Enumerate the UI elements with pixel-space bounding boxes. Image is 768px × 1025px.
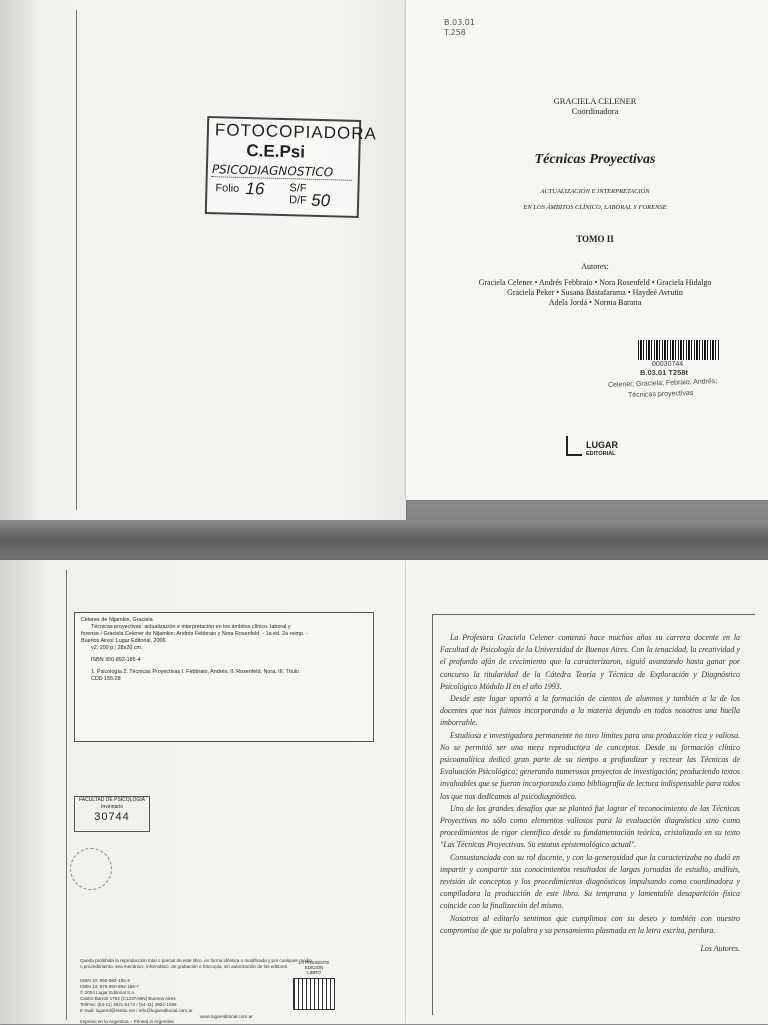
stamp-folio-label: Folio <box>215 182 240 195</box>
book-chamber-logo <box>286 960 342 1018</box>
book-title: Técnicas Proyectivas <box>534 152 656 167</box>
coordinator-name: GRACIELA CELENER <box>553 96 637 106</box>
catalog-line: Celener de Nijamkin, Graciela <box>81 617 153 623</box>
prologue-text <box>440 632 740 955</box>
stamp-df-label: D/F <box>288 194 308 207</box>
handnote-call-1: B.03.01 <box>444 18 475 27</box>
page-fold-line <box>76 10 77 510</box>
book-icon <box>293 978 335 1010</box>
publisher-sub: EDITORIAL <box>586 451 616 457</box>
book-volume: TOMO II <box>576 234 614 244</box>
printed-in: Impreso en la Argentina – Printed in Argentina <box>80 1019 174 1024</box>
isbn-13: ISBN 13: 978-950-892-185-7 <box>80 984 139 989</box>
page-title-page <box>406 0 768 500</box>
prologue-paragraph: Uno de los grandes desafíos que se planteó fue lograr el reconocimiento de las Técnicas Proyectivas no sólo como elementos valiosos para la evaluación diagnóstica sino como procedimientos de rigor científico desde su fundamentación teórica, cristalizado en su texto "Las Técnicas Proyectivas. Su estatus epistemológico actual". <box>440 803 740 850</box>
catalog-line: CDD 155.28 <box>91 676 121 682</box>
book-gutter <box>0 520 768 560</box>
catalog-line: forense / Graciela Celener de Nijamkin; Andrés Febbraio y Nora Rosenfeld. - 1a ed. 2a reimp. - <box>81 631 308 637</box>
copyright: © 2004 Lugar Editorial S.A. <box>80 990 136 995</box>
stamp-org: C.E.Psi <box>246 141 306 162</box>
stamp-sf-label: S/F <box>289 182 307 195</box>
isbn-10: ISBN 10: 950-892-185-4 <box>80 978 130 983</box>
legal-notice-1: Queda prohibida la reproducción total o parcial de este libro, en forma idéntica o modificada y por cualquier medio <box>80 958 312 963</box>
barcode-number: 00030744 <box>652 361 684 368</box>
library-stamp-line-2: Inventario <box>101 804 123 810</box>
publisher-address: Castro Barros 1754 (C1237ABN) Buenos Aires <box>80 996 176 1001</box>
library-stamp-line-1: FACULTAD DE PSICOLOGIA <box>79 797 145 803</box>
legal-notice-2: o procedimiento, sea mecánico, informático, de grabación o fotocopia, sin autorización de los editores. <box>80 964 289 969</box>
authors-line-3: Adela Jordá • Norma Baratta <box>548 298 642 307</box>
coordinator-role: Coordinadora <box>571 106 619 116</box>
handnote-call-2: T.258 <box>444 28 466 37</box>
stamp-sf-df-labels <box>289 182 307 206</box>
prologue-signature: Los Autores. <box>700 944 740 954</box>
library-card-line-1: Celener, Graciela; Febraio, Andrés; <box>607 378 718 389</box>
page-fold-line-bottom <box>66 570 67 1020</box>
catalog-line: v2, 200 p.; 28x20 cm. <box>91 645 143 651</box>
library-card-line-2: Técnicas proyectivas <box>627 389 694 400</box>
round-seal <box>70 848 112 890</box>
publisher-logo <box>566 436 582 456</box>
barcode <box>638 340 720 360</box>
prologue-paragraph: Estudiosa e investigadora permanente no tuvo límites para una producción rica y valiosa. No se permitió ser una mera reproductora de conceptos. Desde su formación clínico psicoanalítica dedicó gran parte de su tiempo a profundizar y recrear las Técnicas de Evaluación Psicológica; generando numerosos proyectos de investigación; produciendo textos invaluables que se fueron incorporando como bibliografía de lectura indispensable para todos los que nos dedicamos al psicodiagnóstico. <box>440 730 740 801</box>
authors-line-1: Graciela Celener • Andrés Febbraio • Nora Rosenfeld • Graciela Hidalgo <box>478 278 712 287</box>
stamp-title: FOTOCOPIADORA <box>214 120 378 144</box>
book-subtitle-1: ACTUALIZACIÓN E INTERPRETACIÓN <box>540 188 650 195</box>
publisher-web: www.lugareditorial.com.ar <box>200 1014 253 1019</box>
page-top-left <box>0 0 406 520</box>
catalog-card <box>74 612 374 742</box>
publisher-phone: Tel/Fax: (54-11) 4921-5174 / (54-11) 4924-1555 <box>80 1002 177 1007</box>
stamp-df-value: 50 <box>310 190 331 211</box>
photocopy-stamp <box>205 116 378 218</box>
catalog-line: Técnicas proyectivas: actualización e interpretación en los ámbitos clínico, laboral y <box>91 624 291 630</box>
publisher-email: E-mail: lugared@elsitio.net / info@lugareditorial.com.ar <box>80 1008 193 1013</box>
prologue-paragraph: La Profesora Graciela Celener comenzó hace muchos años su carrera docente en la Facultad de Psicología de la Universidad de Buenos Aires. Con la tenacidad, la creatividad y el profundo afán de crecimiento que la caracterizaron, siguió avanzando hasta ganar por concurso la titularidad de la Cátedra Teoría y Técnica de Exploración y Diagnóstico Psicológico Módulo II en el año 1993. <box>440 633 740 691</box>
catalog-line: Buenos Aires: Lugar Editorial, 2006. <box>81 638 168 644</box>
stamp-folio-value: 16 <box>245 179 265 199</box>
logo-text-1: LA PRESENTE <box>298 960 330 965</box>
logo-text-2: EDICIÓN <box>304 965 324 970</box>
authors-line-2: Graciela Peker • Susana Bastafarama • Haydeé Avrutin <box>507 288 683 297</box>
library-stamp-number: 30744 <box>94 811 130 823</box>
prologue-paragraph: Desde este lugar aportó a la formación de cientos de alumnos y también a la de los docentes que nos fuimos incorporando a la materia dejando en todos nosotros una huella imborrable. <box>440 694 740 728</box>
stamp-subject: PSICODIAGNOSTICO <box>212 162 352 181</box>
library-call-number: B.03.01 T258t <box>640 368 688 377</box>
prologue-paragraph: Nosotros al editarlo sentimos que cumplimos con su deseo y también con nuestro compromiso de que su palabra y su pensamiento plasmada en la letra escrita, perdura. <box>440 913 740 935</box>
publisher-name: LUGAR <box>586 440 618 450</box>
logo-text-3: LIBRO <box>307 970 321 975</box>
library-stamp <box>74 796 150 832</box>
book-subtitle-2: EN LOS ÁMBITOS CLÍNICO, LABORAL Y FORENSE <box>523 204 667 211</box>
authors-label: Autores: <box>581 262 609 271</box>
prologue-paragraph: Consustanciada con su rol docente, y con la generosidad que la caracterizaba no dudó en impartir y compartir sus conocimientos resultados de largas jornadas de estudio, análisis, revisión de conceptos y los procedimientos diagnósticos impulsando como coordinadora y compiladora la producción de este libro. Su temprana y lamentable desaparición física coincide con la finalización del mismo. <box>440 852 740 911</box>
catalog-line: 1. Psicología 2. Técnicas Proyectivas I. Febbraio, Andrés, II. Rosenfeld, Nora, III. Título <box>91 669 300 675</box>
catalog-line: ISBN 950-892-185-4 <box>91 657 141 663</box>
